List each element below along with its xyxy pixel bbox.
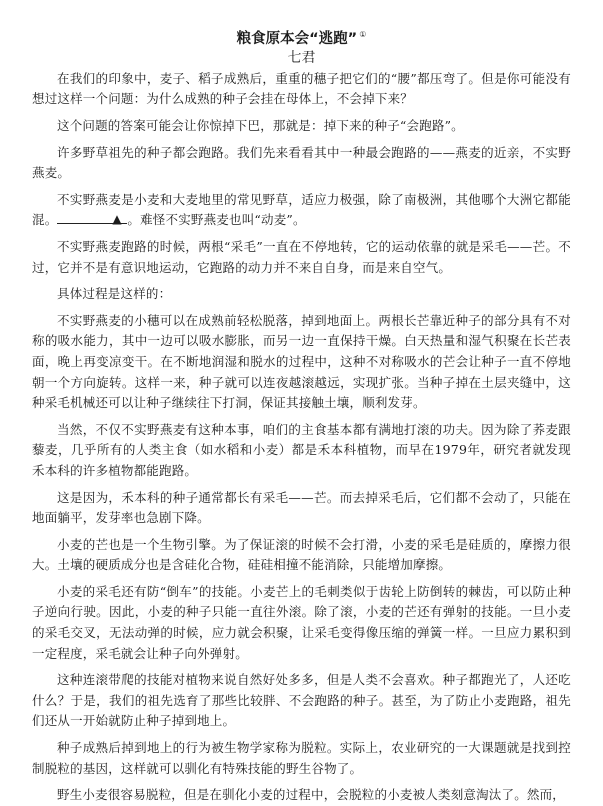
paragraph-12: 这种连滚带爬的技能对植物来说自然好处多多，但是人类不会喜欢。种子都跑光了，人还吃什么？于是，我们的祖先选育了那些比较胖、不会跑路的种子。甚至，为了防止小麦跑路，祖先们还从一开始就防止种子掉到地上。 — [32, 672, 571, 729]
paragraph-8: 当然，不仅不实野燕麦有这种本事，咱们的主食基本都有满地打滚的功夫。因为除了荞麦跟藜麦，几乎所有的人类主食（如水稻和小麦）都是禾本科植物，而早在1979年，研究者就发现禾本科的许多植物都能跑路。 — [32, 421, 571, 478]
paragraph-11: 小麦的采毛还有防“倒车”的技能。小麦芒上的毛刺类似于齿轮上防倒转的棘齿，可以防止种子逆向行驶。因此，小麦的种子只能一直往外滚。除了滚，小麦的芒还有弹射的技能。一旦小麦的采毛交叉，无法动弹的时候，应力就会积聚，让采毛变得像压缩的弹簧一样。一旦应力累积到一定程度，采毛就会让种子向外弹射。 — [32, 583, 571, 661]
paragraph-2: 这个问题的答案可能会让你惊掉下巴，那就是：掉下来的种子“会跑路”。 — [57, 118, 464, 134]
paragraph-1: 在我们的印象中，麦子、稻子成熟后，重重的穗子把它们的“腰”都压弯了。但是你可能没有想过这样一个问题：为什么成熟的种子会挂在母体上，不会掉下来？ — [32, 70, 571, 107]
article-title — [32, 26, 571, 48]
fill-in-blank[interactable] — [57, 212, 127, 227]
paragraph-4 — [32, 190, 571, 231]
paragraph-13: 种子成熟后掉到地上的行为被生物学家称为脱粒。实际上，农业研究的一大课题就是找到控制脱粒的基因，这样就可以驯化有特殊技能的野生谷物了。 — [32, 740, 571, 776]
author-name: 七君 — [287, 49, 316, 66]
paragraph-10: 小麦的芒也是一个生物引擎。为了保证滚的时候不会打滑，小麦的采毛是硅质的，摩擦力很大。土壤的硬质成分也是含硅化合物，硅硅相撞不能消除，只能增加摩擦。 — [32, 536, 571, 573]
paragraph-7: 不实野燕麦的小穗可以在成熟前轻松脱落，掉到地面上。两根长芒靠近种子的部分具有不对称的吸水能力，其中一边可以吸水膨胀，而另一边一直保持干燥。白天热量和湿气积聚在长芒表面，晚上再变凉变干。在不断地润湿和脱水的过程中，这种不对称吸水的芒会让种子一直不停地朝一个方向旋转。这样一来，种子就可以连夜越滚越远，实现扩张。当种子掉在土层夹缝中，这种采毛机械还可以让种子继续往下打洞，保证其接触土壤，顺利发芽。 — [32, 312, 571, 411]
paragraph-6: 具体过程是这样的： — [57, 286, 172, 302]
paragraph-3: 许多野草祖先的种子都会跑路。我们先来看看其中一种最会跑路的——燕麦的近亲，不实野燕麦。 — [32, 144, 571, 181]
paragraph-14: 野生小麦很容易脱粒，但是在驯化小麦的过程中，会脱粒的小麦被人类刻意淘汰了。然而， — [57, 787, 566, 803]
footnote-mark: ① — [359, 30, 367, 39]
paragraph-4-tail: 。难怪不实野燕麦也叫“动麦”。 — [127, 212, 306, 228]
blank-marker-icon: ▲ — [112, 212, 122, 227]
paragraph-4-text: 不实野燕麦是小麦和大麦地里的常见野草，适应力极强，除了南极洲，其他哪个大洲它都能混。 — [32, 191, 571, 228]
title-text: 粮食原本会“逃跑” — [236, 30, 358, 47]
paragraph-9: 这是因为，禾本科的种子通常都长有采毛——芒。而去掉采毛后，它们都不会动了，只能在地面躺平，发芽率也急剧下降。 — [32, 489, 571, 526]
paragraph-5: 不实野燕麦跑路的时候，两根“采毛”一直在不停地转，它的运动依靠的就是采毛——芒。不过，它并不是有意识地运动，它跑路的动力并不来自自身，而是来自空气。 — [32, 238, 571, 275]
